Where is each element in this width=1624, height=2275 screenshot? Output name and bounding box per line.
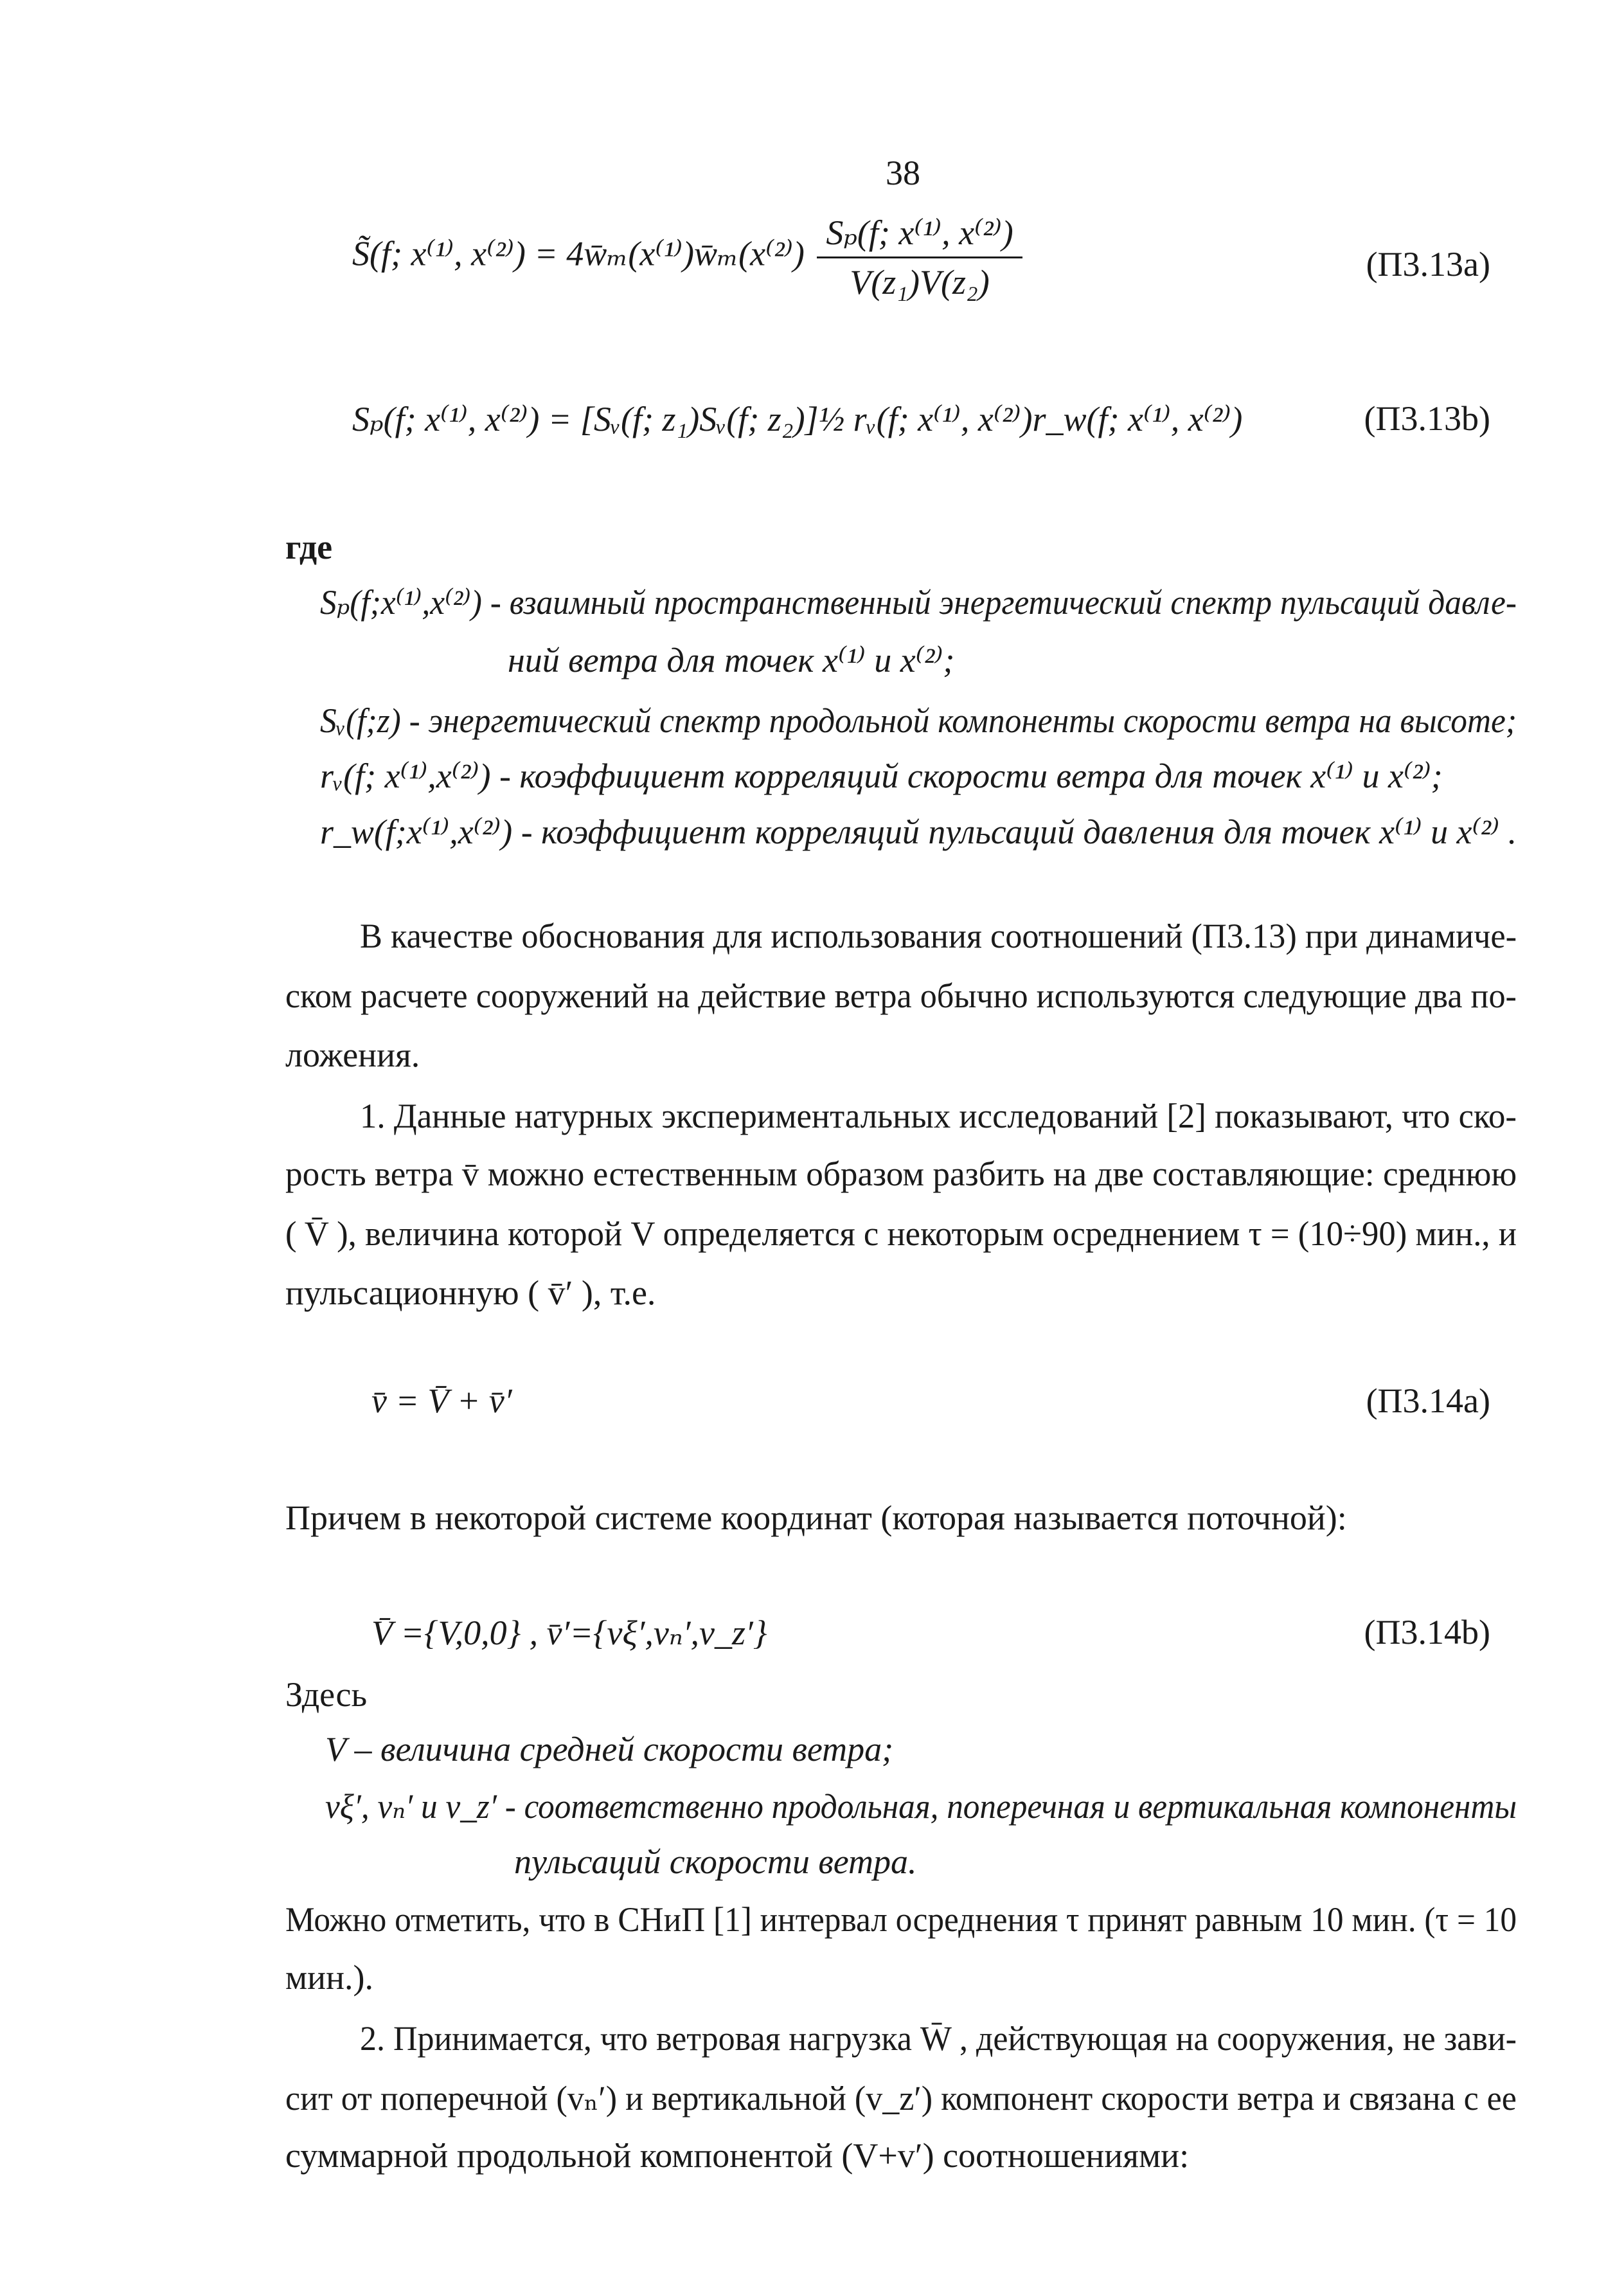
definition-sp-cont: ний ветра для точек x⁽¹⁾ и x⁽²⁾; [508, 641, 955, 679]
paragraph-1-line-3: ложения. [285, 1036, 420, 1074]
paragraph-3: Причем в некоторой системе координат (которая называется поточной): [285, 1498, 1347, 1537]
paragraph-5-line-1: 2. Принимается, что ветровая нагрузка W̄ , действующая на сооружения, не зави- [360, 2019, 1517, 2058]
page-number: 38 [886, 154, 920, 192]
equation-label-14a: (П3.14a) [1366, 1381, 1490, 1420]
equation-p3-14b: V̄ ={V,0,0} , v̄′={vξ′,vₙ′,v_z′} [371, 1614, 767, 1652]
equation-13a-fraction [817, 212, 1022, 302]
definition-rv: rᵥ(f; x⁽¹⁾,x⁽²⁾) - коэффициент корреляций скорости ветра для точек x⁽¹⁾ и x⁽²⁾; [320, 757, 1443, 795]
equation-label-13a: (П3.13a) [1366, 245, 1490, 283]
paragraph-4-line-1: Можно отметить, что в СНиП [1] интервал осреднения τ принят равным 10 мин. (τ = 10 [285, 1900, 1517, 1939]
paragraph-1-line-2: ском расчете сооружений на действие ветра обычно используются следующие два по- [285, 976, 1517, 1015]
definition-components-cont: пульсаций скорости ветра. [514, 1842, 917, 1881]
paragraph-5-line-2: сит от поперечной (vₙ′) и вертикальной (v_z′) компонент скорости ветра и связана с ее [285, 2079, 1517, 2118]
here-label: Здесь [285, 1675, 368, 1714]
paragraph-2-line-4: пульсационную ( v̄′ ), т.е. [285, 1273, 656, 1312]
equation-p3-13a [352, 212, 1026, 302]
definition-sv: Sᵥ(f;z) - энергетический спектр продольной компоненты скорости ветра на высоте; [320, 701, 1517, 740]
equation-p3-14a: v̄ = V̄ + v̄′ [371, 1381, 512, 1420]
definition-rw: r_w(f;x⁽¹⁾,x⁽²⁾) - коэффициент корреляций пульсаций давления для точек x⁽¹⁾ и x⁽²⁾ . [320, 813, 1517, 851]
paragraph-4-line-2: мин.). [285, 1958, 373, 1997]
paragraph-2-line-1: 1. Данные натурных экспериментальных исследований [2] показывают, что ско- [360, 1097, 1517, 1135]
equation-label-14b: (П3.14b) [1364, 1613, 1490, 1651]
paragraph-5-line-3: суммарной продольной компонентой (V+v′) соотношениями: [285, 2136, 1190, 2175]
equation-13a-denominator: V(z₁)V(z₂) [850, 263, 990, 301]
equation-13a-numerator: Sₚ(f; x⁽¹⁾, x⁽²⁾) [817, 212, 1022, 258]
paragraph-2-line-3: ( V̄ ), величина которой V определяется с некоторым осреднением τ = (10÷90) мин., и [285, 1214, 1517, 1253]
definition-components: vξ′, vₙ′ и v_z′ - соответственно продольная, поперечная и вертикальная компоненты [325, 1787, 1517, 1826]
paragraph-1-line-1: В качестве обоснования для использования соотношений (П3.13) при динамиче- [360, 917, 1517, 955]
equation-p3-13b: Sₚ(f; x⁽¹⁾, x⁽²⁾) = [Sᵥ(f; z₁)Sᵥ(f; z₂)]½ rᵥ(f; x⁽¹⁾, x⁽²⁾)r_w(f; x⁽¹⁾, x⁽²⁾) [352, 400, 1243, 438]
definition-v-mean: V – величина средней скорости ветра; [325, 1730, 894, 1768]
equation-13a-lhs: S̃(f; x⁽¹⁾, x⁽²⁾) = 4w̄ₘ(x⁽¹⁾)w̄ₘ(x⁽²⁾) [352, 234, 805, 273]
equation-label-13b: (П3.13b) [1364, 399, 1490, 438]
definition-sp: Sₚ(f;x⁽¹⁾,x⁽²⁾) - взаимный пространственный энергетический спектр пульсаций давле- [320, 583, 1517, 622]
where-label: где [285, 528, 333, 566]
paragraph-2-line-2: рость ветра v̄ можно естественным образом разбить на две составляющие: среднюю [285, 1155, 1517, 1193]
